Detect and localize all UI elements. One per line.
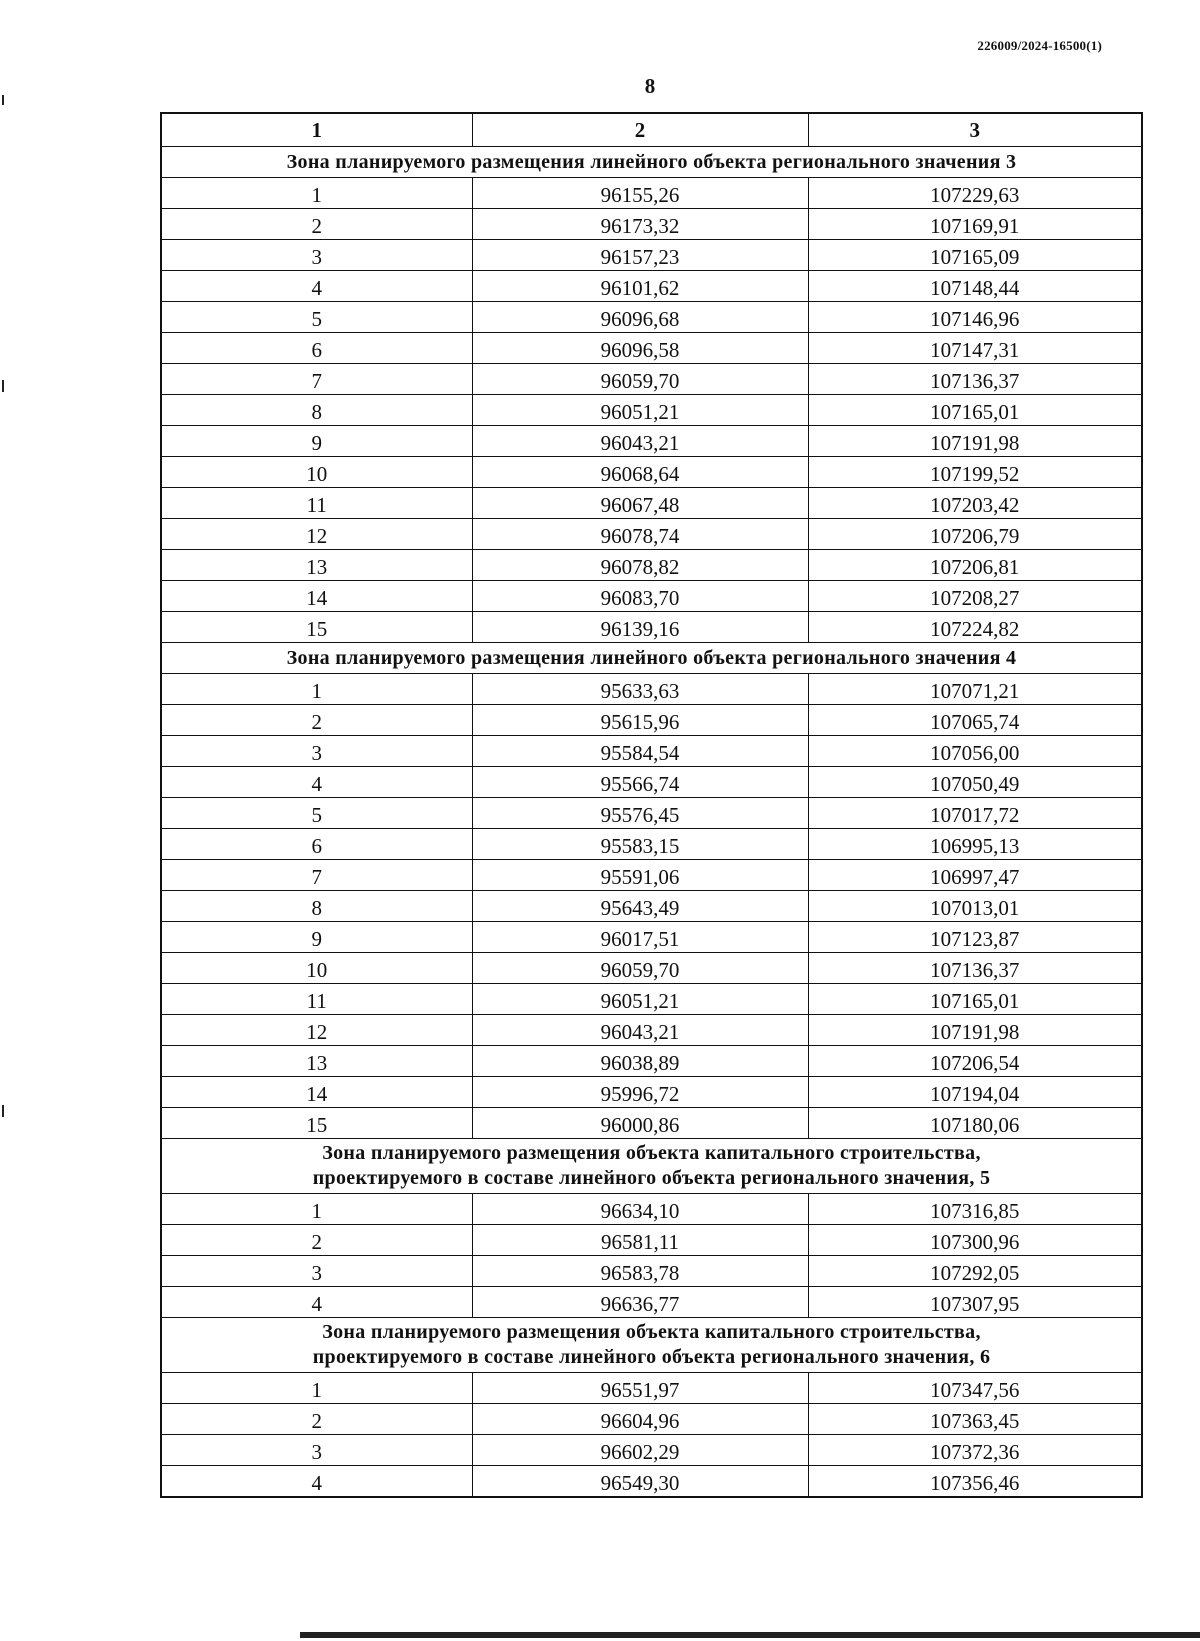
- coordinate-y: 107136,37: [808, 364, 1142, 395]
- table-row: [161, 1256, 1142, 1287]
- scan-mark: [2, 95, 4, 105]
- table-row: [161, 302, 1142, 333]
- coordinate-y: 107071,21: [808, 674, 1142, 705]
- section-title-row: [161, 1318, 1142, 1373]
- coordinate-y: 107191,98: [808, 426, 1142, 457]
- coordinate-y: 107206,81: [808, 550, 1142, 581]
- section-title-line: проектируемого в составе линейного объекта регионального значения, 5: [312, 1167, 991, 1189]
- table-row: [161, 240, 1142, 271]
- point-number: 1: [161, 674, 472, 705]
- point-number: 2: [161, 1404, 472, 1435]
- coordinate-x: 96157,23: [472, 240, 808, 271]
- coordinate-y: 107013,01: [808, 891, 1142, 922]
- point-number: 1: [161, 1373, 472, 1404]
- section-title-row: [161, 1139, 1142, 1194]
- point-number: 9: [161, 922, 472, 953]
- table-row: [161, 1225, 1142, 1256]
- table-row: [161, 550, 1142, 581]
- point-number: 8: [161, 891, 472, 922]
- point-number: 3: [161, 1435, 472, 1466]
- table-row: [161, 860, 1142, 891]
- coordinate-x: 95996,72: [472, 1077, 808, 1108]
- section-title-line: Зона планируемого размещения линейного объекта регионального значения 3: [286, 151, 1017, 173]
- point-number: 2: [161, 705, 472, 736]
- table-row: [161, 395, 1142, 426]
- coordinate-x: 96155,26: [472, 178, 808, 209]
- point-number: 4: [161, 767, 472, 798]
- section-title-line: проектируемого в составе линейного объекта регионального значения, 6: [312, 1346, 991, 1368]
- point-number: 11: [161, 984, 472, 1015]
- table-row: [161, 674, 1142, 705]
- point-number: 14: [161, 1077, 472, 1108]
- coordinate-x: 96604,96: [472, 1404, 808, 1435]
- coordinate-x: 96051,21: [472, 984, 808, 1015]
- coordinate-x: 96173,32: [472, 209, 808, 240]
- table-row: [161, 829, 1142, 860]
- coordinate-y: 107146,96: [808, 302, 1142, 333]
- table-row: [161, 581, 1142, 612]
- coordinate-y: 107206,54: [808, 1046, 1142, 1077]
- page-number: 8: [644, 74, 656, 98]
- coordinate-x: 96038,89: [472, 1046, 808, 1077]
- point-number: 13: [161, 550, 472, 581]
- coordinate-x: 96083,70: [472, 581, 808, 612]
- point-number: 6: [161, 333, 472, 364]
- point-number: 14: [161, 581, 472, 612]
- table-row: [161, 705, 1142, 736]
- coordinate-y: 107316,85: [808, 1194, 1142, 1225]
- coordinate-y: 107292,05: [808, 1256, 1142, 1287]
- point-number: 7: [161, 860, 472, 891]
- document-id: 226009/2024-16500(1): [977, 38, 1102, 53]
- point-number: 9: [161, 426, 472, 457]
- coordinate-x: 96043,21: [472, 426, 808, 457]
- table-row: [161, 1046, 1142, 1077]
- table-row: [161, 1077, 1142, 1108]
- coordinate-x: 95566,74: [472, 767, 808, 798]
- table-row: [161, 488, 1142, 519]
- point-number: 2: [161, 209, 472, 240]
- table-header-row: [161, 113, 1142, 147]
- section-title: [161, 643, 1142, 674]
- column-header: 1: [161, 113, 472, 147]
- scan-edge-rule: [300, 1632, 1200, 1638]
- coordinate-y: 107180,06: [808, 1108, 1142, 1139]
- point-number: 4: [161, 1466, 472, 1498]
- table-row: [161, 1404, 1142, 1435]
- table-row: [161, 767, 1142, 798]
- section-title-row: [161, 643, 1142, 674]
- coordinate-y: 107169,91: [808, 209, 1142, 240]
- scan-mark: [2, 1105, 4, 1117]
- coordinate-y: 107165,01: [808, 984, 1142, 1015]
- coordinate-x: 95633,63: [472, 674, 808, 705]
- coordinate-y: 107372,36: [808, 1435, 1142, 1466]
- coordinate-x: 96043,21: [472, 1015, 808, 1046]
- point-number: 3: [161, 1256, 472, 1287]
- table-row: [161, 519, 1142, 550]
- column-header: 3: [808, 113, 1142, 147]
- coordinate-y: 107050,49: [808, 767, 1142, 798]
- point-number: 7: [161, 364, 472, 395]
- coordinate-y: 107203,42: [808, 488, 1142, 519]
- coordinate-x: 96634,10: [472, 1194, 808, 1225]
- coordinate-y: 107356,46: [808, 1466, 1142, 1498]
- section-title-row: [161, 147, 1142, 178]
- section-title: [161, 1139, 1142, 1194]
- table-row: [161, 984, 1142, 1015]
- coordinate-y: 107165,01: [808, 395, 1142, 426]
- coordinate-y: 106995,13: [808, 829, 1142, 860]
- coordinate-y: 106997,47: [808, 860, 1142, 891]
- table-row: [161, 891, 1142, 922]
- table-row: [161, 209, 1142, 240]
- coordinate-y: 107148,44: [808, 271, 1142, 302]
- coordinate-x: 95615,96: [472, 705, 808, 736]
- coordinate-y: 107065,74: [808, 705, 1142, 736]
- point-number: 3: [161, 736, 472, 767]
- coordinate-y: 107191,98: [808, 1015, 1142, 1046]
- table-row: [161, 1435, 1142, 1466]
- coordinate-x: 96096,58: [472, 333, 808, 364]
- coordinate-y: 107165,09: [808, 240, 1142, 271]
- scan-mark: [2, 380, 4, 392]
- point-number: 4: [161, 1287, 472, 1318]
- coordinate-x: 96059,70: [472, 364, 808, 395]
- coordinate-x: 96549,30: [472, 1466, 808, 1498]
- point-number: 2: [161, 1225, 472, 1256]
- coordinate-y: 107194,04: [808, 1077, 1142, 1108]
- coordinate-y: 107123,87: [808, 922, 1142, 953]
- coordinate-x: 96068,64: [472, 457, 808, 488]
- section-title-line: Зона планируемого размещения объекта капитального строительства,: [322, 1321, 981, 1343]
- table-row: [161, 1287, 1142, 1318]
- coordinate-x: 96051,21: [472, 395, 808, 426]
- point-number: 6: [161, 829, 472, 860]
- coordinate-x: 95643,49: [472, 891, 808, 922]
- coordinate-x: 95576,45: [472, 798, 808, 829]
- coordinate-y: 107147,31: [808, 333, 1142, 364]
- coordinate-x: 95583,15: [472, 829, 808, 860]
- coordinate-x: 95584,54: [472, 736, 808, 767]
- table-body: [161, 147, 1142, 1498]
- coordinate-x: 96581,11: [472, 1225, 808, 1256]
- table-row: [161, 426, 1142, 457]
- point-number: 10: [161, 457, 472, 488]
- point-number: 1: [161, 178, 472, 209]
- coordinate-x: 95591,06: [472, 860, 808, 891]
- point-number: 5: [161, 302, 472, 333]
- table-row: [161, 798, 1142, 829]
- table-row: [161, 612, 1142, 643]
- coordinate-x: 96139,16: [472, 612, 808, 643]
- point-number: 11: [161, 488, 472, 519]
- point-number: 1: [161, 1194, 472, 1225]
- table-row: [161, 1108, 1142, 1139]
- coordinate-x: 96636,77: [472, 1287, 808, 1318]
- point-number: 12: [161, 1015, 472, 1046]
- coordinate-x: 96017,51: [472, 922, 808, 953]
- point-number: 3: [161, 240, 472, 271]
- coordinate-x: 96078,82: [472, 550, 808, 581]
- coordinates-table: [160, 112, 1143, 1498]
- coordinate-x: 96078,74: [472, 519, 808, 550]
- table-row: [161, 1466, 1142, 1498]
- point-number: 5: [161, 798, 472, 829]
- point-number: 15: [161, 1108, 472, 1139]
- coordinate-y: 107347,56: [808, 1373, 1142, 1404]
- coordinate-x: 96059,70: [472, 953, 808, 984]
- coordinate-y: 107017,72: [808, 798, 1142, 829]
- table-row: [161, 736, 1142, 767]
- coordinate-x: 96551,97: [472, 1373, 808, 1404]
- table-row: [161, 922, 1142, 953]
- section-title-line: Зона планируемого размещения линейного объекта регионального значения 4: [286, 647, 1017, 669]
- point-number: 8: [161, 395, 472, 426]
- column-header: 2: [472, 113, 808, 147]
- table-row: [161, 364, 1142, 395]
- section-title-line: Зона планируемого размещения объекта капитального строительства,: [322, 1142, 981, 1164]
- table-row: [161, 271, 1142, 302]
- point-number: 4: [161, 271, 472, 302]
- coordinate-y: 107208,27: [808, 581, 1142, 612]
- coordinate-y: 107056,00: [808, 736, 1142, 767]
- point-number: 13: [161, 1046, 472, 1077]
- coordinate-y: 107136,37: [808, 953, 1142, 984]
- coordinate-x: 96096,68: [472, 302, 808, 333]
- section-title: [161, 147, 1142, 178]
- point-number: 15: [161, 612, 472, 643]
- point-number: 12: [161, 519, 472, 550]
- table-row: [161, 457, 1142, 488]
- coordinate-x: 96101,62: [472, 271, 808, 302]
- section-title: [161, 1318, 1142, 1373]
- table-row: [161, 178, 1142, 209]
- table-row: [161, 1015, 1142, 1046]
- coordinate-y: 107307,95: [808, 1287, 1142, 1318]
- coordinate-y: 107206,79: [808, 519, 1142, 550]
- table-row: [161, 1194, 1142, 1225]
- table-row: [161, 1373, 1142, 1404]
- coordinate-y: 107199,52: [808, 457, 1142, 488]
- coordinate-x: 96067,48: [472, 488, 808, 519]
- coordinate-x: 96000,86: [472, 1108, 808, 1139]
- coordinate-x: 96602,29: [472, 1435, 808, 1466]
- table-row: [161, 333, 1142, 364]
- coordinate-y: 107229,63: [808, 178, 1142, 209]
- coordinate-y: 107224,82: [808, 612, 1142, 643]
- coordinate-y: 107363,45: [808, 1404, 1142, 1435]
- table-row: [161, 953, 1142, 984]
- coordinate-x: 96583,78: [472, 1256, 808, 1287]
- coordinate-y: 107300,96: [808, 1225, 1142, 1256]
- point-number: 10: [161, 953, 472, 984]
